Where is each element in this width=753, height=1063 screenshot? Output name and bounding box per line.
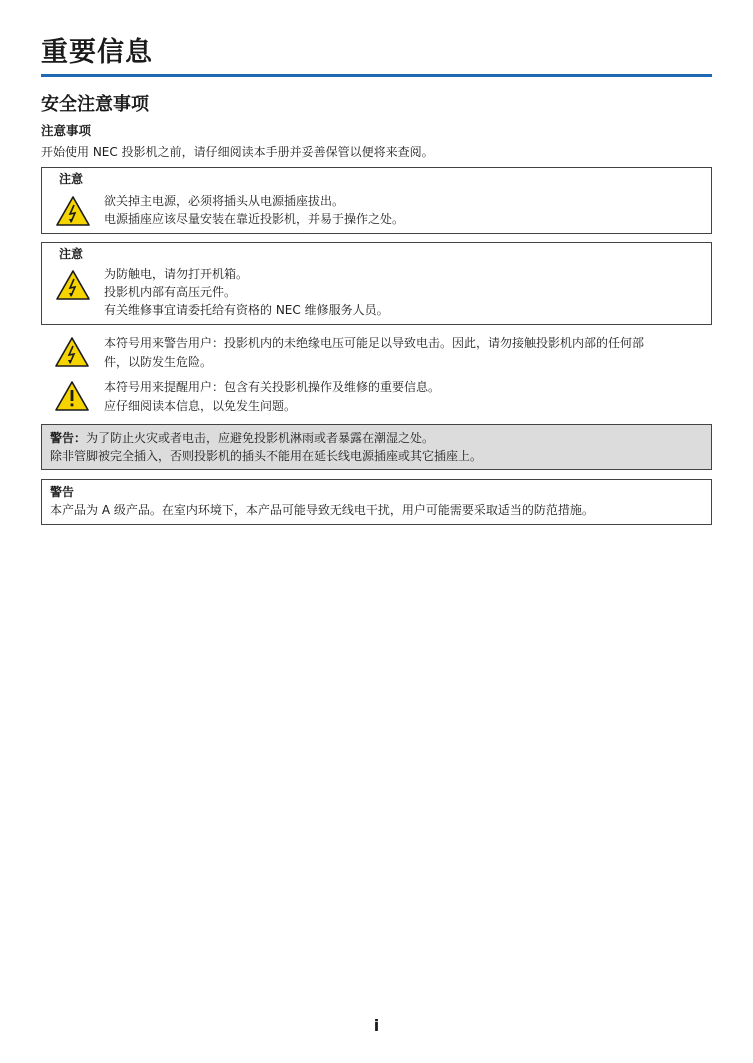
symbol-note-line: 本符号用来警告用户：投影机内的未绝缘电压可能足以导致电击。因此，请勿接触投影机内部的任何部 — [104, 336, 645, 350]
caution-line: 有关维修事宜请委托给有资格的 NEC 维修服务人员。 — [104, 303, 389, 317]
symbol-note-line: 件，以防发生危险。 — [104, 355, 213, 369]
caution-line: 欲关掉主电源，必须将插头从电源插座拔出。 — [104, 194, 345, 208]
warning-line-1 — [50, 429, 434, 447]
subheading: 注意事项 — [41, 123, 92, 138]
exclamation-warning-icon — [54, 380, 90, 412]
caution-label: 注意 — [59, 172, 84, 186]
electric-shock-warning-icon — [55, 195, 91, 227]
caution-line: 投影机内部有高压元件。 — [104, 285, 237, 299]
page-number: i — [373, 1016, 380, 1035]
title-divider — [41, 74, 712, 77]
caution-line: 电源插座应该尽量安装在靠近投影机，并易于操作之处。 — [104, 212, 405, 226]
caution-box-shock — [41, 242, 712, 325]
notice-label: 警告 — [50, 485, 75, 499]
caution-label: 注意 — [59, 247, 84, 261]
warning-text: 为了防止火灾或者电击，应避免投影机淋雨或者暴露在潮湿之处。 — [86, 431, 435, 445]
warning-box-moisture — [41, 424, 712, 470]
caution-box-power — [41, 167, 712, 234]
page-title: 重要信息 — [41, 37, 153, 68]
notice-box-class-a — [41, 479, 712, 525]
electric-shock-warning-icon — [55, 269, 91, 301]
caution-line: 为防触电，请勿打开机箱。 — [104, 267, 249, 281]
symbol-note-exclamation — [104, 378, 716, 416]
section-title: 安全注意事项 — [41, 94, 149, 115]
notice-text: 本产品为 A 级产品。在室内环境下，本产品可能导致无线电干扰，用户可能需要采取适当的防范措施。 — [50, 503, 594, 517]
warning-line-2: 除非管脚被完全插入，否则投影机的插头不能用在延长线电源插座或其它插座上。 — [50, 449, 483, 463]
symbol-note-line: 本符号用来提醒用户：包含有关投影机操作及维修的重要信息。 — [104, 380, 441, 394]
intro-text: 开始使用 NEC 投影机之前，请仔细阅读本手册并妥善保管以便将来查阅。 — [41, 145, 434, 159]
warning-label: 警告： — [50, 431, 87, 445]
caution-text — [104, 265, 389, 319]
symbol-note-line: 应仔细阅读本信息，以免发生问题。 — [104, 399, 297, 413]
electric-shock-warning-icon — [54, 336, 90, 368]
symbol-note-shock — [104, 334, 716, 372]
caution-text — [104, 192, 404, 228]
